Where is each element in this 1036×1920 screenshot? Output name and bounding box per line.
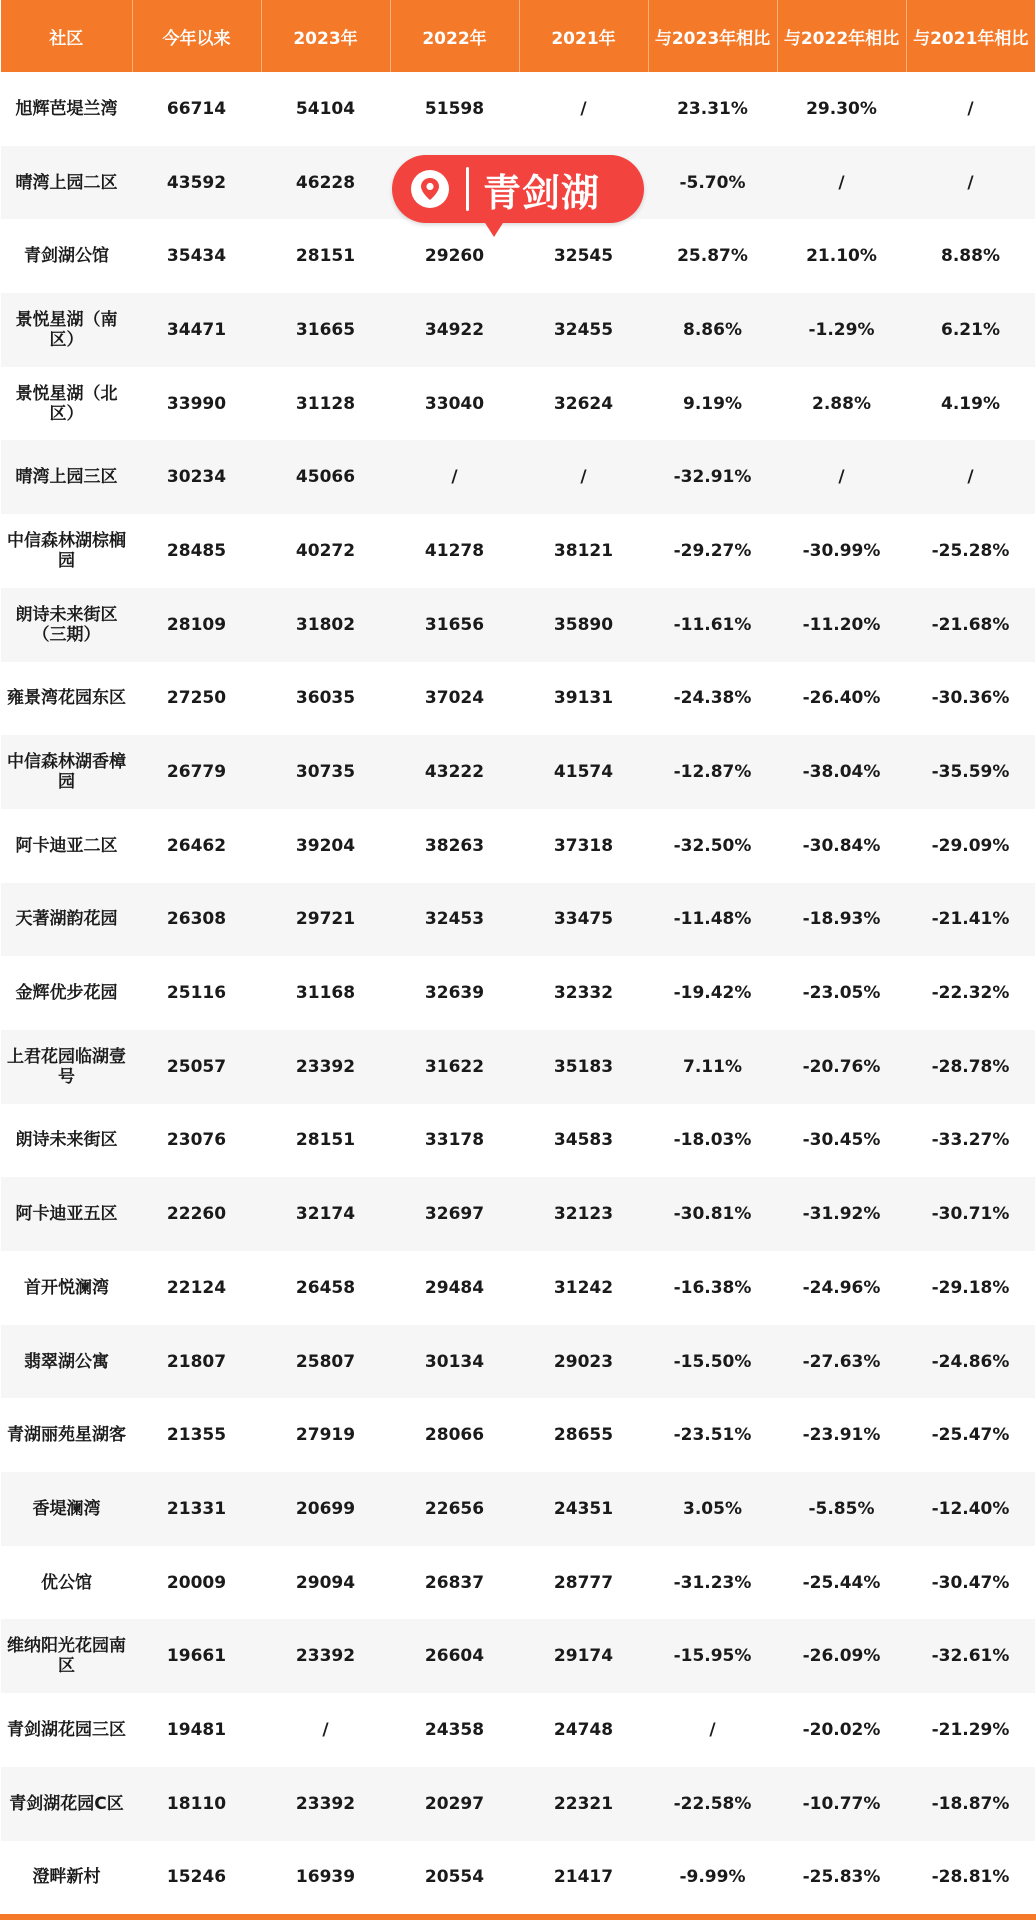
value-cell: -15.95%: [648, 1619, 777, 1693]
table-row: [1, 219, 1035, 293]
value-cell: /: [906, 146, 1035, 220]
value-cell: 41278: [390, 514, 519, 588]
value-cell: 23.31%: [648, 72, 777, 146]
value-cell: 28655: [519, 1398, 648, 1472]
value-cell: 19661: [132, 1619, 261, 1693]
community-name-cell: 翡翠湖公寓: [1, 1325, 132, 1399]
value-cell: 3.05%: [648, 1472, 777, 1546]
value-cell: 25116: [132, 956, 261, 1030]
community-name-cell: 晴湾上园三区: [1, 440, 132, 514]
community-name-cell: 香堤澜湾: [1, 1472, 132, 1546]
value-cell: 27919: [261, 1398, 390, 1472]
value-cell: -10.77%: [777, 1767, 906, 1841]
community-name-cell: 朗诗未来街区（三期）: [1, 588, 132, 662]
value-cell: 38121: [519, 514, 648, 588]
value-cell: 29484: [390, 1251, 519, 1325]
value-cell: /: [390, 440, 519, 514]
value-cell: -11.48%: [648, 883, 777, 957]
community-name-cell: 青剑湖花园三区: [1, 1693, 132, 1767]
location-badge: [392, 155, 644, 223]
value-cell: 22260: [132, 1177, 261, 1251]
value-cell: 28777: [519, 1546, 648, 1620]
value-cell: 37024: [390, 662, 519, 736]
value-cell: -19.42%: [648, 956, 777, 1030]
value-cell: 25807: [261, 1325, 390, 1399]
value-cell: 21417: [519, 1841, 648, 1915]
community-name-cell: 晴湾上园二区: [1, 146, 132, 220]
value-cell: -30.71%: [906, 1177, 1035, 1251]
value-cell: -23.05%: [777, 956, 906, 1030]
value-cell: -31.23%: [648, 1546, 777, 1620]
header-2022: 2022年: [390, 0, 519, 72]
value-cell: 26462: [132, 809, 261, 883]
value-cell: 40272: [261, 514, 390, 588]
value-cell: 34922: [390, 293, 519, 367]
header-row: [1, 0, 1035, 72]
community-name-cell: 金辉优步花园: [1, 956, 132, 1030]
value-cell: -21.41%: [906, 883, 1035, 957]
value-cell: -18.03%: [648, 1104, 777, 1178]
value-cell: 15246: [132, 1841, 261, 1915]
value-cell: 30234: [132, 440, 261, 514]
value-cell: 29094: [261, 1546, 390, 1620]
location-pin-icon: [408, 167, 452, 211]
community-name-cell: 上君花园临湖壹号: [1, 1030, 132, 1104]
value-cell: -28.78%: [906, 1030, 1035, 1104]
value-cell: 21331: [132, 1472, 261, 1546]
value-cell: 19481: [132, 1693, 261, 1767]
value-cell: 21355: [132, 1398, 261, 1472]
value-cell: -16.38%: [648, 1251, 777, 1325]
value-cell: 39131: [519, 662, 648, 736]
value-cell: -25.28%: [906, 514, 1035, 588]
value-cell: -32.50%: [648, 809, 777, 883]
value-cell: /: [519, 440, 648, 514]
price-table: [1, 0, 1035, 1914]
value-cell: -18.87%: [906, 1767, 1035, 1841]
value-cell: 31168: [261, 956, 390, 1030]
value-cell: 22124: [132, 1251, 261, 1325]
table-row: [1, 956, 1035, 1030]
table-row: [1, 293, 1035, 367]
value-cell: 24748: [519, 1693, 648, 1767]
community-name-cell: 优公馆: [1, 1546, 132, 1620]
header-2021: 2021年: [519, 0, 648, 72]
table-row: [1, 72, 1035, 146]
header-2023: 2023年: [261, 0, 390, 72]
value-cell: 23392: [261, 1030, 390, 1104]
table-row: [1, 883, 1035, 957]
bottom-accent-bar: [0, 1914, 1036, 1920]
table-row: [1, 1693, 1035, 1767]
table-row: [1, 514, 1035, 588]
value-cell: 25.87%: [648, 219, 777, 293]
value-cell: 33178: [390, 1104, 519, 1178]
value-cell: 28109: [132, 588, 261, 662]
table-row: [1, 367, 1035, 441]
community-name-cell: 中信森林湖香樟园: [1, 735, 132, 809]
value-cell: 24351: [519, 1472, 648, 1546]
community-name-cell: 青湖丽苑星湖客: [1, 1398, 132, 1472]
community-name-cell: 阿卡迪亚五区: [1, 1177, 132, 1251]
value-cell: -30.36%: [906, 662, 1035, 736]
community-name-cell: 景悦星湖（北区）: [1, 367, 132, 441]
value-cell: /: [261, 1693, 390, 1767]
value-cell: /: [648, 1693, 777, 1767]
value-cell: -26.40%: [777, 662, 906, 736]
value-cell: 9.19%: [648, 367, 777, 441]
value-cell: 32624: [519, 367, 648, 441]
value-cell: 36035: [261, 662, 390, 736]
value-cell: -32.61%: [906, 1619, 1035, 1693]
value-cell: 32453: [390, 883, 519, 957]
value-cell: -12.87%: [648, 735, 777, 809]
value-cell: 23392: [261, 1619, 390, 1693]
table-row: [1, 1325, 1035, 1399]
value-cell: -22.32%: [906, 956, 1035, 1030]
value-cell: 28485: [132, 514, 261, 588]
value-cell: 54104: [261, 72, 390, 146]
value-cell: 21807: [132, 1325, 261, 1399]
value-cell: -24.96%: [777, 1251, 906, 1325]
value-cell: 24358: [390, 1693, 519, 1767]
value-cell: -31.92%: [777, 1177, 906, 1251]
header-this-year: 今年以来: [132, 0, 261, 72]
table-row: [1, 1546, 1035, 1620]
table-row: [1, 1398, 1035, 1472]
value-cell: 34583: [519, 1104, 648, 1178]
value-cell: 51598: [390, 72, 519, 146]
value-cell: -21.29%: [906, 1693, 1035, 1767]
value-cell: -15.50%: [648, 1325, 777, 1399]
value-cell: 33040: [390, 367, 519, 441]
value-cell: 29023: [519, 1325, 648, 1399]
value-cell: -25.44%: [777, 1546, 906, 1620]
value-cell: 30735: [261, 735, 390, 809]
value-cell: 16939: [261, 1841, 390, 1915]
value-cell: 8.88%: [906, 219, 1035, 293]
value-cell: 43592: [132, 146, 261, 220]
value-cell: -18.93%: [777, 883, 906, 957]
value-cell: 30134: [390, 1325, 519, 1399]
value-cell: 31656: [390, 588, 519, 662]
value-cell: -38.04%: [777, 735, 906, 809]
value-cell: 35890: [519, 588, 648, 662]
value-cell: -29.27%: [648, 514, 777, 588]
value-cell: 26779: [132, 735, 261, 809]
value-cell: 20554: [390, 1841, 519, 1915]
value-cell: 26604: [390, 1619, 519, 1693]
value-cell: 20699: [261, 1472, 390, 1546]
value-cell: -25.47%: [906, 1398, 1035, 1472]
value-cell: -26.09%: [777, 1619, 906, 1693]
value-cell: 2.88%: [777, 367, 906, 441]
value-cell: -29.09%: [906, 809, 1035, 883]
community-name-cell: 首开悦澜湾: [1, 1251, 132, 1325]
badge-label: 青剑湖: [483, 170, 601, 215]
value-cell: -33.27%: [906, 1104, 1035, 1178]
value-cell: 32332: [519, 956, 648, 1030]
community-name-cell: 天著湖韵花园: [1, 883, 132, 957]
value-cell: 26458: [261, 1251, 390, 1325]
value-cell: /: [906, 440, 1035, 514]
value-cell: 23076: [132, 1104, 261, 1178]
value-cell: 31242: [519, 1251, 648, 1325]
value-cell: -12.40%: [906, 1472, 1035, 1546]
table-row: [1, 1472, 1035, 1546]
value-cell: -11.61%: [648, 588, 777, 662]
header-vs-2021: 与2021年相比: [906, 0, 1035, 72]
value-cell: -21.68%: [906, 588, 1035, 662]
value-cell: 31665: [261, 293, 390, 367]
value-cell: 35434: [132, 219, 261, 293]
value-cell: 31128: [261, 367, 390, 441]
table-row: [1, 588, 1035, 662]
value-cell: -20.76%: [777, 1030, 906, 1104]
community-name-cell: 维纳阳光花园南区: [1, 1619, 132, 1693]
value-cell: 66714: [132, 72, 261, 146]
value-cell: 38263: [390, 809, 519, 883]
value-cell: 28151: [261, 1104, 390, 1178]
value-cell: -27.63%: [777, 1325, 906, 1399]
value-cell: -32.91%: [648, 440, 777, 514]
value-cell: -30.45%: [777, 1104, 906, 1178]
value-cell: /: [906, 72, 1035, 146]
value-cell: -23.91%: [777, 1398, 906, 1472]
value-cell: -1.29%: [777, 293, 906, 367]
value-cell: 28151: [261, 219, 390, 293]
value-cell: 32455: [519, 293, 648, 367]
header-vs-2022: 与2022年相比: [777, 0, 906, 72]
value-cell: 29.30%: [777, 72, 906, 146]
value-cell: 31622: [390, 1030, 519, 1104]
value-cell: 26308: [132, 883, 261, 957]
value-cell: 18110: [132, 1767, 261, 1841]
community-name-cell: 澄畔新村: [1, 1841, 132, 1915]
value-cell: 32545: [519, 219, 648, 293]
value-cell: 33475: [519, 883, 648, 957]
table-row: [1, 1251, 1035, 1325]
value-cell: 32123: [519, 1177, 648, 1251]
value-cell: -5.70%: [648, 146, 777, 220]
value-cell: 26837: [390, 1546, 519, 1620]
community-name-cell: 景悦星湖（南区）: [1, 293, 132, 367]
value-cell: -30.81%: [648, 1177, 777, 1251]
value-cell: -24.86%: [906, 1325, 1035, 1399]
header-vs-2023: 与2023年相比: [648, 0, 777, 72]
value-cell: -30.84%: [777, 809, 906, 883]
community-name-cell: 青剑湖公馆: [1, 219, 132, 293]
community-name-cell: 中信森林湖棕榈园: [1, 514, 132, 588]
table-row: [1, 1030, 1035, 1104]
value-cell: 6.21%: [906, 293, 1035, 367]
community-name-cell: 青剑湖花园C区: [1, 1767, 132, 1841]
table-row: [1, 735, 1035, 809]
value-cell: 45066: [261, 440, 390, 514]
value-cell: 25057: [132, 1030, 261, 1104]
header-community: 社区: [1, 0, 132, 72]
value-cell: 29260: [390, 219, 519, 293]
table-row: [1, 1619, 1035, 1693]
value-cell: 43222: [390, 735, 519, 809]
table-header: [1, 0, 1035, 72]
value-cell: -25.83%: [777, 1841, 906, 1915]
value-cell: 23392: [261, 1767, 390, 1841]
value-cell: -29.18%: [906, 1251, 1035, 1325]
value-cell: 31802: [261, 588, 390, 662]
value-cell: 22656: [390, 1472, 519, 1546]
community-name-cell: 阿卡迪亚二区: [1, 809, 132, 883]
table-row: [1, 1104, 1035, 1178]
table-body: [1, 72, 1035, 1914]
value-cell: 21.10%: [777, 219, 906, 293]
value-cell: 32697: [390, 1177, 519, 1251]
table-row: [1, 662, 1035, 736]
value-cell: 4.19%: [906, 367, 1035, 441]
value-cell: 46228: [261, 146, 390, 220]
community-name-cell: 朗诗未来街区: [1, 1104, 132, 1178]
value-cell: -11.20%: [777, 588, 906, 662]
value-cell: /: [777, 146, 906, 220]
badge-divider: [466, 167, 469, 211]
value-cell: 7.11%: [648, 1030, 777, 1104]
value-cell: -30.99%: [777, 514, 906, 588]
community-name-cell: 雍景湾花园东区: [1, 662, 132, 736]
value-cell: 8.86%: [648, 293, 777, 367]
value-cell: 27250: [132, 662, 261, 736]
table-row: [1, 1177, 1035, 1251]
value-cell: -9.99%: [648, 1841, 777, 1915]
value-cell: 22321: [519, 1767, 648, 1841]
value-cell: -28.81%: [906, 1841, 1035, 1915]
value-cell: -24.38%: [648, 662, 777, 736]
value-cell: -23.51%: [648, 1398, 777, 1472]
community-name-cell: 旭辉芭堤兰湾: [1, 72, 132, 146]
value-cell: 39204: [261, 809, 390, 883]
value-cell: 29721: [261, 883, 390, 957]
value-cell: /: [519, 72, 648, 146]
value-cell: -5.85%: [777, 1472, 906, 1546]
value-cell: -35.59%: [906, 735, 1035, 809]
value-cell: 33990: [132, 367, 261, 441]
badge-pointer: [480, 215, 508, 237]
table-row: [1, 1841, 1035, 1915]
value-cell: -20.02%: [777, 1693, 906, 1767]
value-cell: 35183: [519, 1030, 648, 1104]
value-cell: 20009: [132, 1546, 261, 1620]
value-cell: 20297: [390, 1767, 519, 1841]
table-row: [1, 440, 1035, 514]
value-cell: 41574: [519, 735, 648, 809]
value-cell: 34471: [132, 293, 261, 367]
value-cell: 32639: [390, 956, 519, 1030]
value-cell: 29174: [519, 1619, 648, 1693]
table-row: [1, 809, 1035, 883]
value-cell: -30.47%: [906, 1546, 1035, 1620]
value-cell: /: [777, 440, 906, 514]
value-cell: 28066: [390, 1398, 519, 1472]
table-row: [1, 1767, 1035, 1841]
value-cell: -22.58%: [648, 1767, 777, 1841]
value-cell: 32174: [261, 1177, 390, 1251]
value-cell: 37318: [519, 809, 648, 883]
